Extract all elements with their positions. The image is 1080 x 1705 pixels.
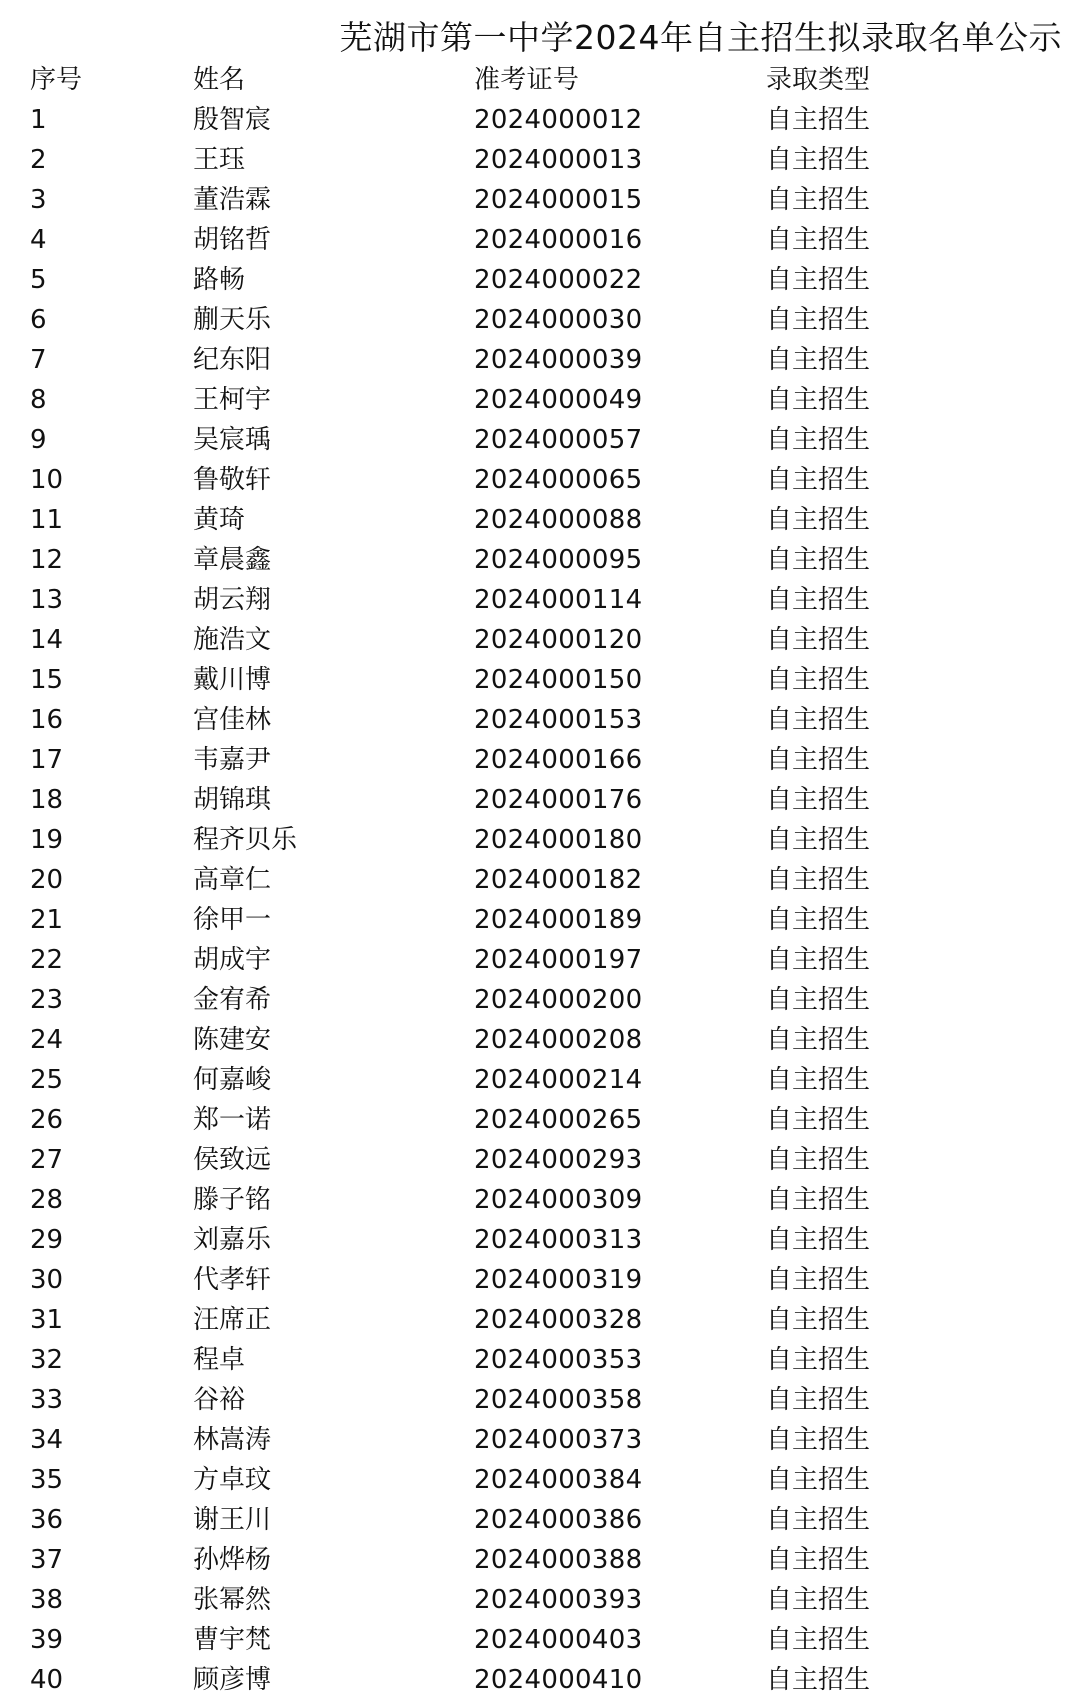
table-row	[0, 220, 1080, 260]
cell-serial-number: 5	[30, 265, 47, 295]
cell-admission-type: 自主招生	[766, 1465, 871, 1495]
cell-name: 胡成宇	[193, 945, 272, 975]
table-row	[0, 780, 1080, 820]
cell-admission-type: 自主招生	[766, 1345, 871, 1375]
cell-serial-number: 2	[30, 145, 47, 175]
cell-exam-id: 2024000088	[474, 505, 643, 535]
cell-admission-type: 自主招生	[766, 745, 871, 775]
cell-admission-type: 自主招生	[766, 1625, 871, 1655]
page-title: 芜湖市第一中学2024年自主招生拟录取名单公示	[339, 18, 1062, 57]
cell-admission-type: 自主招生	[766, 425, 871, 455]
header-serial-number: 序号	[30, 65, 83, 95]
cell-admission-type: 自主招生	[766, 145, 871, 175]
cell-name: 施浩文	[193, 625, 272, 655]
cell-name: 刘嘉乐	[193, 1225, 272, 1255]
table-row	[0, 1500, 1080, 1540]
cell-serial-number: 10	[30, 465, 64, 495]
cell-admission-type: 自主招生	[766, 665, 871, 695]
cell-name: 陈建安	[193, 1025, 272, 1055]
cell-serial-number: 9	[30, 425, 47, 455]
cell-serial-number: 33	[30, 1385, 64, 1415]
table-row	[0, 1620, 1080, 1660]
cell-exam-id: 2024000384	[474, 1465, 643, 1495]
cell-admission-type: 自主招生	[766, 1545, 871, 1575]
cell-exam-id: 2024000065	[474, 465, 643, 495]
cell-admission-type: 自主招生	[766, 1265, 871, 1295]
cell-admission-type: 自主招生	[766, 505, 871, 535]
cell-name: 黄琦	[193, 505, 246, 535]
cell-exam-id: 2024000386	[474, 1505, 643, 1535]
cell-admission-type: 自主招生	[766, 1185, 871, 1215]
cell-admission-type: 自主招生	[766, 1585, 871, 1615]
cell-admission-type: 自主招生	[766, 265, 871, 295]
cell-exam-id: 2024000150	[474, 665, 643, 695]
cell-serial-number: 16	[30, 705, 64, 735]
cell-name: 胡锦琪	[193, 785, 272, 815]
cell-serial-number: 31	[30, 1305, 64, 1335]
cell-exam-id: 2024000166	[474, 745, 643, 775]
cell-serial-number: 29	[30, 1225, 64, 1255]
cell-name: 蒯天乐	[193, 305, 272, 335]
cell-name: 郑一诺	[193, 1105, 272, 1135]
cell-exam-id: 2024000039	[474, 345, 643, 375]
cell-exam-id: 2024000012	[474, 105, 643, 135]
cell-exam-id: 2024000197	[474, 945, 643, 975]
table-row	[0, 140, 1080, 180]
cell-exam-id: 2024000182	[474, 865, 643, 895]
table-row	[0, 1060, 1080, 1100]
table-row	[0, 740, 1080, 780]
cell-admission-type: 自主招生	[766, 225, 871, 255]
table-row	[0, 100, 1080, 140]
cell-exam-id: 2024000013	[474, 145, 643, 175]
cell-exam-id: 2024000208	[474, 1025, 643, 1055]
cell-name: 代孝轩	[193, 1265, 272, 1295]
cell-name: 程齐贝乐	[193, 825, 298, 855]
cell-name: 谢王川	[193, 1505, 272, 1535]
table-row	[0, 1380, 1080, 1420]
table-header-row	[0, 60, 1080, 100]
cell-serial-number: 11	[30, 505, 64, 535]
cell-exam-id: 2024000095	[474, 545, 643, 575]
cell-exam-id: 2024000022	[474, 265, 643, 295]
cell-admission-type: 自主招生	[766, 545, 871, 575]
cell-admission-type: 自主招生	[766, 1105, 871, 1135]
cell-name: 路畅	[193, 265, 246, 295]
table-row	[0, 1460, 1080, 1500]
table-row	[0, 1340, 1080, 1380]
cell-serial-number: 13	[30, 585, 64, 615]
cell-serial-number: 30	[30, 1265, 64, 1295]
table-row	[0, 700, 1080, 740]
cell-name: 金宥希	[193, 985, 272, 1015]
cell-name: 孙烨杨	[193, 1545, 272, 1575]
cell-serial-number: 26	[30, 1105, 64, 1135]
cell-name: 章晨鑫	[193, 545, 272, 575]
cell-exam-id: 2024000358	[474, 1385, 643, 1415]
cell-admission-type: 自主招生	[766, 1385, 871, 1415]
cell-admission-type: 自主招生	[766, 1025, 871, 1055]
cell-serial-number: 22	[30, 945, 64, 975]
cell-exam-id: 2024000015	[474, 185, 643, 215]
table-row	[0, 1660, 1080, 1700]
cell-admission-type: 自主招生	[766, 905, 871, 935]
cell-exam-id: 2024000353	[474, 1345, 643, 1375]
cell-exam-id: 2024000388	[474, 1545, 643, 1575]
cell-serial-number: 28	[30, 1185, 64, 1215]
cell-admission-type: 自主招生	[766, 985, 871, 1015]
cell-serial-number: 3	[30, 185, 47, 215]
cell-name: 顾彦博	[193, 1665, 272, 1695]
cell-admission-type: 自主招生	[766, 1425, 871, 1455]
cell-name: 吴宸瑀	[193, 425, 272, 455]
cell-exam-id: 2024000403	[474, 1625, 643, 1655]
header-admission-type: 录取类型	[766, 65, 871, 95]
cell-admission-type: 自主招生	[766, 865, 871, 895]
cell-serial-number: 19	[30, 825, 64, 855]
cell-name: 林嵩涛	[193, 1425, 272, 1455]
table-row	[0, 300, 1080, 340]
table-row	[0, 540, 1080, 580]
cell-serial-number: 21	[30, 905, 64, 935]
cell-serial-number: 1	[30, 105, 47, 135]
cell-serial-number: 24	[30, 1025, 64, 1055]
cell-name: 张幂然	[193, 1585, 272, 1615]
cell-serial-number: 32	[30, 1345, 64, 1375]
cell-name: 曹宇梵	[193, 1625, 272, 1655]
cell-serial-number: 18	[30, 785, 64, 815]
cell-name: 程卓	[193, 1345, 246, 1375]
cell-admission-type: 自主招生	[766, 585, 871, 615]
table-row	[0, 1260, 1080, 1300]
table-row	[0, 420, 1080, 460]
cell-admission-type: 自主招生	[766, 1305, 871, 1335]
cell-serial-number: 38	[30, 1585, 64, 1615]
table-row	[0, 1540, 1080, 1580]
cell-admission-type: 自主招生	[766, 465, 871, 495]
table-row	[0, 460, 1080, 500]
table-row	[0, 1020, 1080, 1060]
cell-name: 徐甲一	[193, 905, 272, 935]
table-row	[0, 980, 1080, 1020]
table-row	[0, 660, 1080, 700]
cell-exam-id: 2024000176	[474, 785, 643, 815]
cell-exam-id: 2024000410	[474, 1665, 643, 1695]
cell-exam-id: 2024000030	[474, 305, 643, 335]
cell-exam-id: 2024000049	[474, 385, 643, 415]
cell-serial-number: 17	[30, 745, 64, 775]
cell-exam-id: 2024000265	[474, 1105, 643, 1135]
cell-serial-number: 27	[30, 1145, 64, 1175]
cell-exam-id: 2024000189	[474, 905, 643, 935]
cell-serial-number: 40	[30, 1665, 64, 1695]
cell-name: 殷智宸	[193, 105, 272, 135]
cell-admission-type: 自主招生	[766, 345, 871, 375]
cell-exam-id: 2024000328	[474, 1305, 643, 1335]
cell-exam-id: 2024000319	[474, 1265, 643, 1295]
table-row	[0, 580, 1080, 620]
cell-name: 汪席正	[193, 1305, 272, 1335]
cell-name: 何嘉峻	[193, 1065, 272, 1095]
table-row	[0, 900, 1080, 940]
cell-serial-number: 35	[30, 1465, 64, 1495]
table-row	[0, 1220, 1080, 1260]
table-row	[0, 860, 1080, 900]
table-row	[0, 1100, 1080, 1140]
cell-name: 戴川博	[193, 665, 272, 695]
cell-name: 方卓玟	[193, 1465, 272, 1495]
header-exam-id: 准考证号	[474, 65, 580, 95]
cell-admission-type: 自主招生	[766, 185, 871, 215]
cell-exam-id: 2024000214	[474, 1065, 643, 1095]
cell-admission-type: 自主招生	[766, 1065, 871, 1095]
cell-serial-number: 37	[30, 1545, 64, 1575]
cell-exam-id: 2024000016	[474, 225, 643, 255]
table-row	[0, 180, 1080, 220]
cell-name: 谷裕	[193, 1385, 246, 1415]
table-row	[0, 1420, 1080, 1460]
cell-admission-type: 自主招生	[766, 825, 871, 855]
cell-serial-number: 4	[30, 225, 47, 255]
cell-exam-id: 2024000393	[474, 1585, 643, 1615]
cell-serial-number: 25	[30, 1065, 64, 1095]
cell-name: 滕子铭	[193, 1185, 272, 1215]
cell-name: 鲁敬轩	[193, 465, 272, 495]
cell-admission-type: 自主招生	[766, 1505, 871, 1535]
cell-name: 王珏	[193, 145, 246, 175]
cell-admission-type: 自主招生	[766, 105, 871, 135]
table-body	[0, 100, 1080, 1700]
cell-exam-id: 2024000200	[474, 985, 643, 1015]
cell-serial-number: 15	[30, 665, 64, 695]
cell-admission-type: 自主招生	[766, 945, 871, 975]
cell-name: 宫佳林	[193, 705, 272, 735]
cell-serial-number: 6	[30, 305, 47, 335]
cell-name: 王柯宇	[193, 385, 272, 415]
cell-serial-number: 20	[30, 865, 64, 895]
cell-admission-type: 自主招生	[766, 1665, 871, 1695]
cell-serial-number: 8	[30, 385, 47, 415]
table-row	[0, 820, 1080, 860]
cell-admission-type: 自主招生	[766, 305, 871, 335]
table-row	[0, 500, 1080, 540]
cell-exam-id: 2024000153	[474, 705, 643, 735]
cell-exam-id: 2024000293	[474, 1145, 643, 1175]
cell-admission-type: 自主招生	[766, 1145, 871, 1175]
cell-admission-type: 自主招生	[766, 785, 871, 815]
table-row	[0, 1580, 1080, 1620]
cell-exam-id: 2024000373	[474, 1425, 643, 1455]
cell-admission-type: 自主招生	[766, 625, 871, 655]
cell-name: 韦嘉尹	[193, 745, 272, 775]
cell-exam-id: 2024000057	[474, 425, 643, 455]
table-row	[0, 380, 1080, 420]
cell-exam-id: 2024000313	[474, 1225, 643, 1255]
cell-exam-id: 2024000114	[474, 585, 643, 615]
cell-serial-number: 34	[30, 1425, 64, 1455]
cell-exam-id: 2024000309	[474, 1185, 643, 1215]
cell-name: 侯致远	[193, 1145, 272, 1175]
table-row	[0, 340, 1080, 380]
cell-name: 胡铭哲	[193, 225, 272, 255]
table-row	[0, 940, 1080, 980]
cell-serial-number: 12	[30, 545, 64, 575]
table-row	[0, 620, 1080, 660]
cell-serial-number: 36	[30, 1505, 64, 1535]
header-name: 姓名	[193, 65, 246, 95]
cell-serial-number: 23	[30, 985, 64, 1015]
cell-serial-number: 14	[30, 625, 64, 655]
cell-admission-type: 自主招生	[766, 1225, 871, 1255]
table-row	[0, 1140, 1080, 1180]
admission-table	[0, 60, 1080, 1700]
cell-exam-id: 2024000120	[474, 625, 643, 655]
cell-name: 董浩霖	[193, 185, 272, 215]
cell-serial-number: 7	[30, 345, 47, 375]
table-row	[0, 1180, 1080, 1220]
table-row	[0, 1300, 1080, 1340]
cell-name: 胡云翔	[193, 585, 272, 615]
cell-admission-type: 自主招生	[766, 385, 871, 415]
cell-exam-id: 2024000180	[474, 825, 643, 855]
cell-admission-type: 自主招生	[766, 705, 871, 735]
cell-name: 纪东阳	[193, 345, 272, 375]
cell-serial-number: 39	[30, 1625, 64, 1655]
cell-name: 高章仁	[193, 865, 272, 895]
table-row	[0, 260, 1080, 300]
